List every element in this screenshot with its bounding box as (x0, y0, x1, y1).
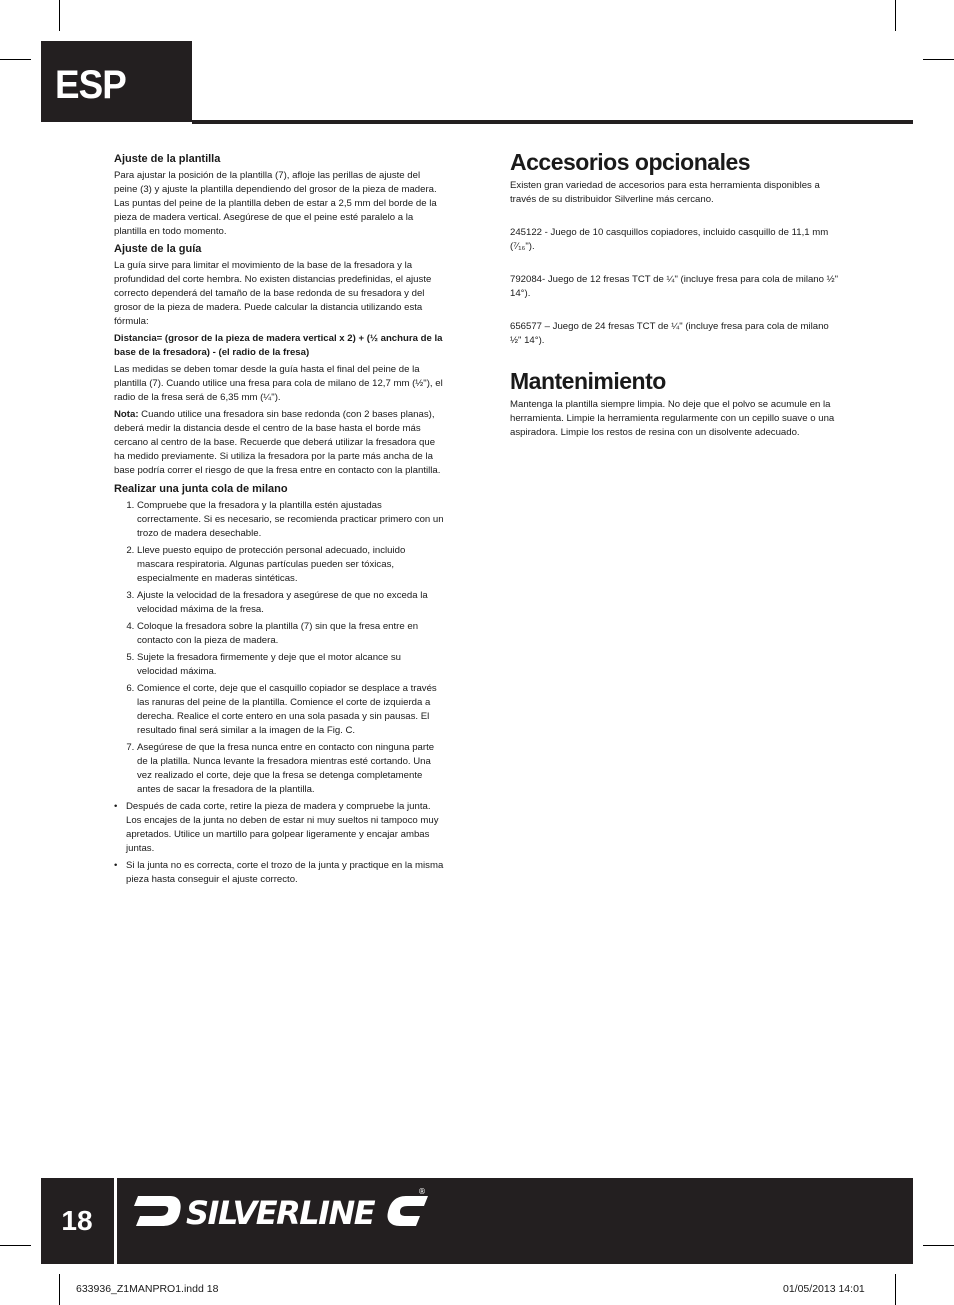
dovetail-bullets (114, 800, 444, 887)
measurement-text: Las medidas se deben tomar desde la guía hasta el final del peine de la plantilla (7). Cuando utilice una fresa para cola de milano de 12,7 mm (½"), el radio de la fresa será de 6,35 mm (¼"). (114, 364, 443, 403)
crop-mark (0, 59, 31, 60)
distance-formula: Distancia= (grosor de la pieza de madera vertical x 2) + (½ anchura de la base de la fresadora) - (el radio de la fresa) (114, 333, 443, 358)
silverline-logo (134, 1186, 434, 1232)
accessory-item: 245122 - Juego de 10 casquillos copiadores, incluido casquillo de 11,1 mm (⁷⁄₁₆"). (510, 227, 829, 252)
crop-mark (0, 1245, 31, 1246)
note-text: Cuando utilice una fresadora sin base redonda (con 2 bases planas), deberá medir la distancia desde el centro de la base hasta el borde más cercano al centro de la base. Recuerde que deberá utilizar la fresadora que ha medido previamente. Si utiliza la fresadora por la parte más ancha de la base podría correr el riesgo de que la fresa entre en contacto con la plantilla. (114, 409, 441, 476)
section-title-dovetail: Realizar una junta cola de milano (114, 483, 288, 495)
note-paragraph (114, 408, 444, 478)
left-column (114, 152, 444, 890)
language-code: ESP (55, 63, 126, 107)
registered-mark: ® (418, 1187, 426, 1196)
step-item: 5. Sujete la fresadora firmemente y deje que el motor alcance su velocidad máxima. (137, 651, 444, 679)
step-item: 6. Comience el corte, deje que el casquillo copiador se desplace a través las ranuras del peine de la plantilla. Comience el corte de izquierda a derecha. Realice el corte entero en una sola pasada y sin pausas. El resultado final será similar a la imagen de la Fig. C. (137, 682, 444, 738)
step-item: 4. Coloque la fresadora sobre la plantilla (7) sin que la fresa entre en contacto con la pieza de madera. (137, 620, 444, 648)
header-rule (192, 120, 913, 124)
template-adjust-text: Para ajustar la posición de la plantilla (7), afloje las perillas de ajuste del peine (3) y ajuste la plantilla dependiendo del grosor de la pieza de madera. Las puntas del peine de la plantilla deben de estar a 2,5 mm del borde de la pieza de madera vertical. Asegúrese de que el peine esté paralelo a la plantilla en todo momento. (114, 170, 437, 237)
bullet-icon: • (114, 860, 118, 871)
bullet-item (114, 800, 444, 856)
crop-mark (59, 0, 60, 31)
step-item: 7. Asegúrese de que la fresa nunca entre en contacto con ninguna parte de la platilla. Nunca levante la fresadora mientras esté cortando. Una vez realizado el corte, deje que la fresa se detenga completamente antes de sacar la fresadora de la plantilla. (137, 741, 444, 797)
accessories-intro: Existen gran variedad de accesorios para esta herramienta disponibles a través de su distribuidor Silverline más cercano. (510, 180, 820, 205)
bullet-text: Si la junta no es correcta, corte el trozo de la junta y practique en la misma pieza hasta conseguir el ajuste correcto. (126, 860, 444, 885)
crop-mark (923, 1245, 954, 1246)
crop-mark (59, 1274, 60, 1305)
page-number: 18 (61, 1205, 93, 1236)
accessory-item: 656577 – Juego de 24 fresas TCT de ¼" (incluye fresa para cola de milano ½" 14°). (510, 321, 829, 346)
maintenance-heading: Mantenimiento (510, 368, 666, 394)
file-slug: 633936_Z1MANPRO1.indd 18 (76, 1283, 219, 1295)
right-column (510, 148, 840, 443)
section-title-guide-adjust: Ajuste de la guía (114, 243, 202, 255)
step-item: 1. Compruebe que la fresadora y la plantilla estén ajustadas correctamente. Si es necesario, se recomienda practicar primero con un trozo de madera desechable. (137, 499, 444, 541)
accessory-item: 792084- Juego de 12 fresas TCT de ¼" (incluye fresa para cola de milano ½" 14°). (510, 274, 839, 299)
logo-hook-icon (134, 1196, 181, 1226)
dovetail-steps (114, 499, 444, 797)
bullet-icon: • (114, 801, 118, 812)
bullet-text: Después de cada corte, retire la pieza de madera y compruebe la junta. Los encajes de la junta no deben de estar ni muy sueltos ni tampoco muy apretados. Utilice un martillo para golpear ligeramente y encajar ambas juntas. (126, 801, 439, 854)
section-title-template-adjust: Ajuste de la plantilla (114, 153, 221, 165)
bullet-item (114, 859, 444, 887)
logo-wordmark: SILVERLINE (186, 1194, 375, 1232)
guide-adjust-text: La guía sirve para limitar el movimiento de la base de la fresadora y la profundidad del corte hembra. No existen distancias predefinidas, el ajuste correcto dependerá del tamaño de la base redonda de su fresadora y del grosor de la pieza de madera. Puede calcular la distancia utilizando esta fórmula: (114, 260, 432, 327)
language-tab (41, 41, 192, 122)
step-item: 3. Ajuste la velocidad de la fresadora y asegúrese de que no exceda la velocidad máxima de la fresa. (137, 589, 444, 617)
crop-mark (923, 59, 954, 60)
crop-mark (895, 1274, 896, 1305)
crop-mark (895, 0, 896, 31)
logo-c-icon (388, 1196, 429, 1226)
accessories-heading: Accesorios opcionales (510, 149, 751, 175)
date-slug: 01/05/2013 14:01 (783, 1283, 865, 1295)
step-item: 2. Lleve puesto equipo de protección personal adecuado, incluido mascara respiratoria. Algunas partículas pueden ser tóxicas, especialmente en maderas sintéticas. (137, 544, 444, 586)
footer-divider (114, 1178, 117, 1264)
note-label: Nota: (114, 409, 139, 420)
maintenance-text: Mantenga la plantilla siempre limpia. No deje que el polvo se acumule en la herramienta. Limpie la herramienta regularmente con un cepillo suave o una aspiradora. Limpie los restos de resina con un disolvente adecuado. (510, 399, 835, 438)
